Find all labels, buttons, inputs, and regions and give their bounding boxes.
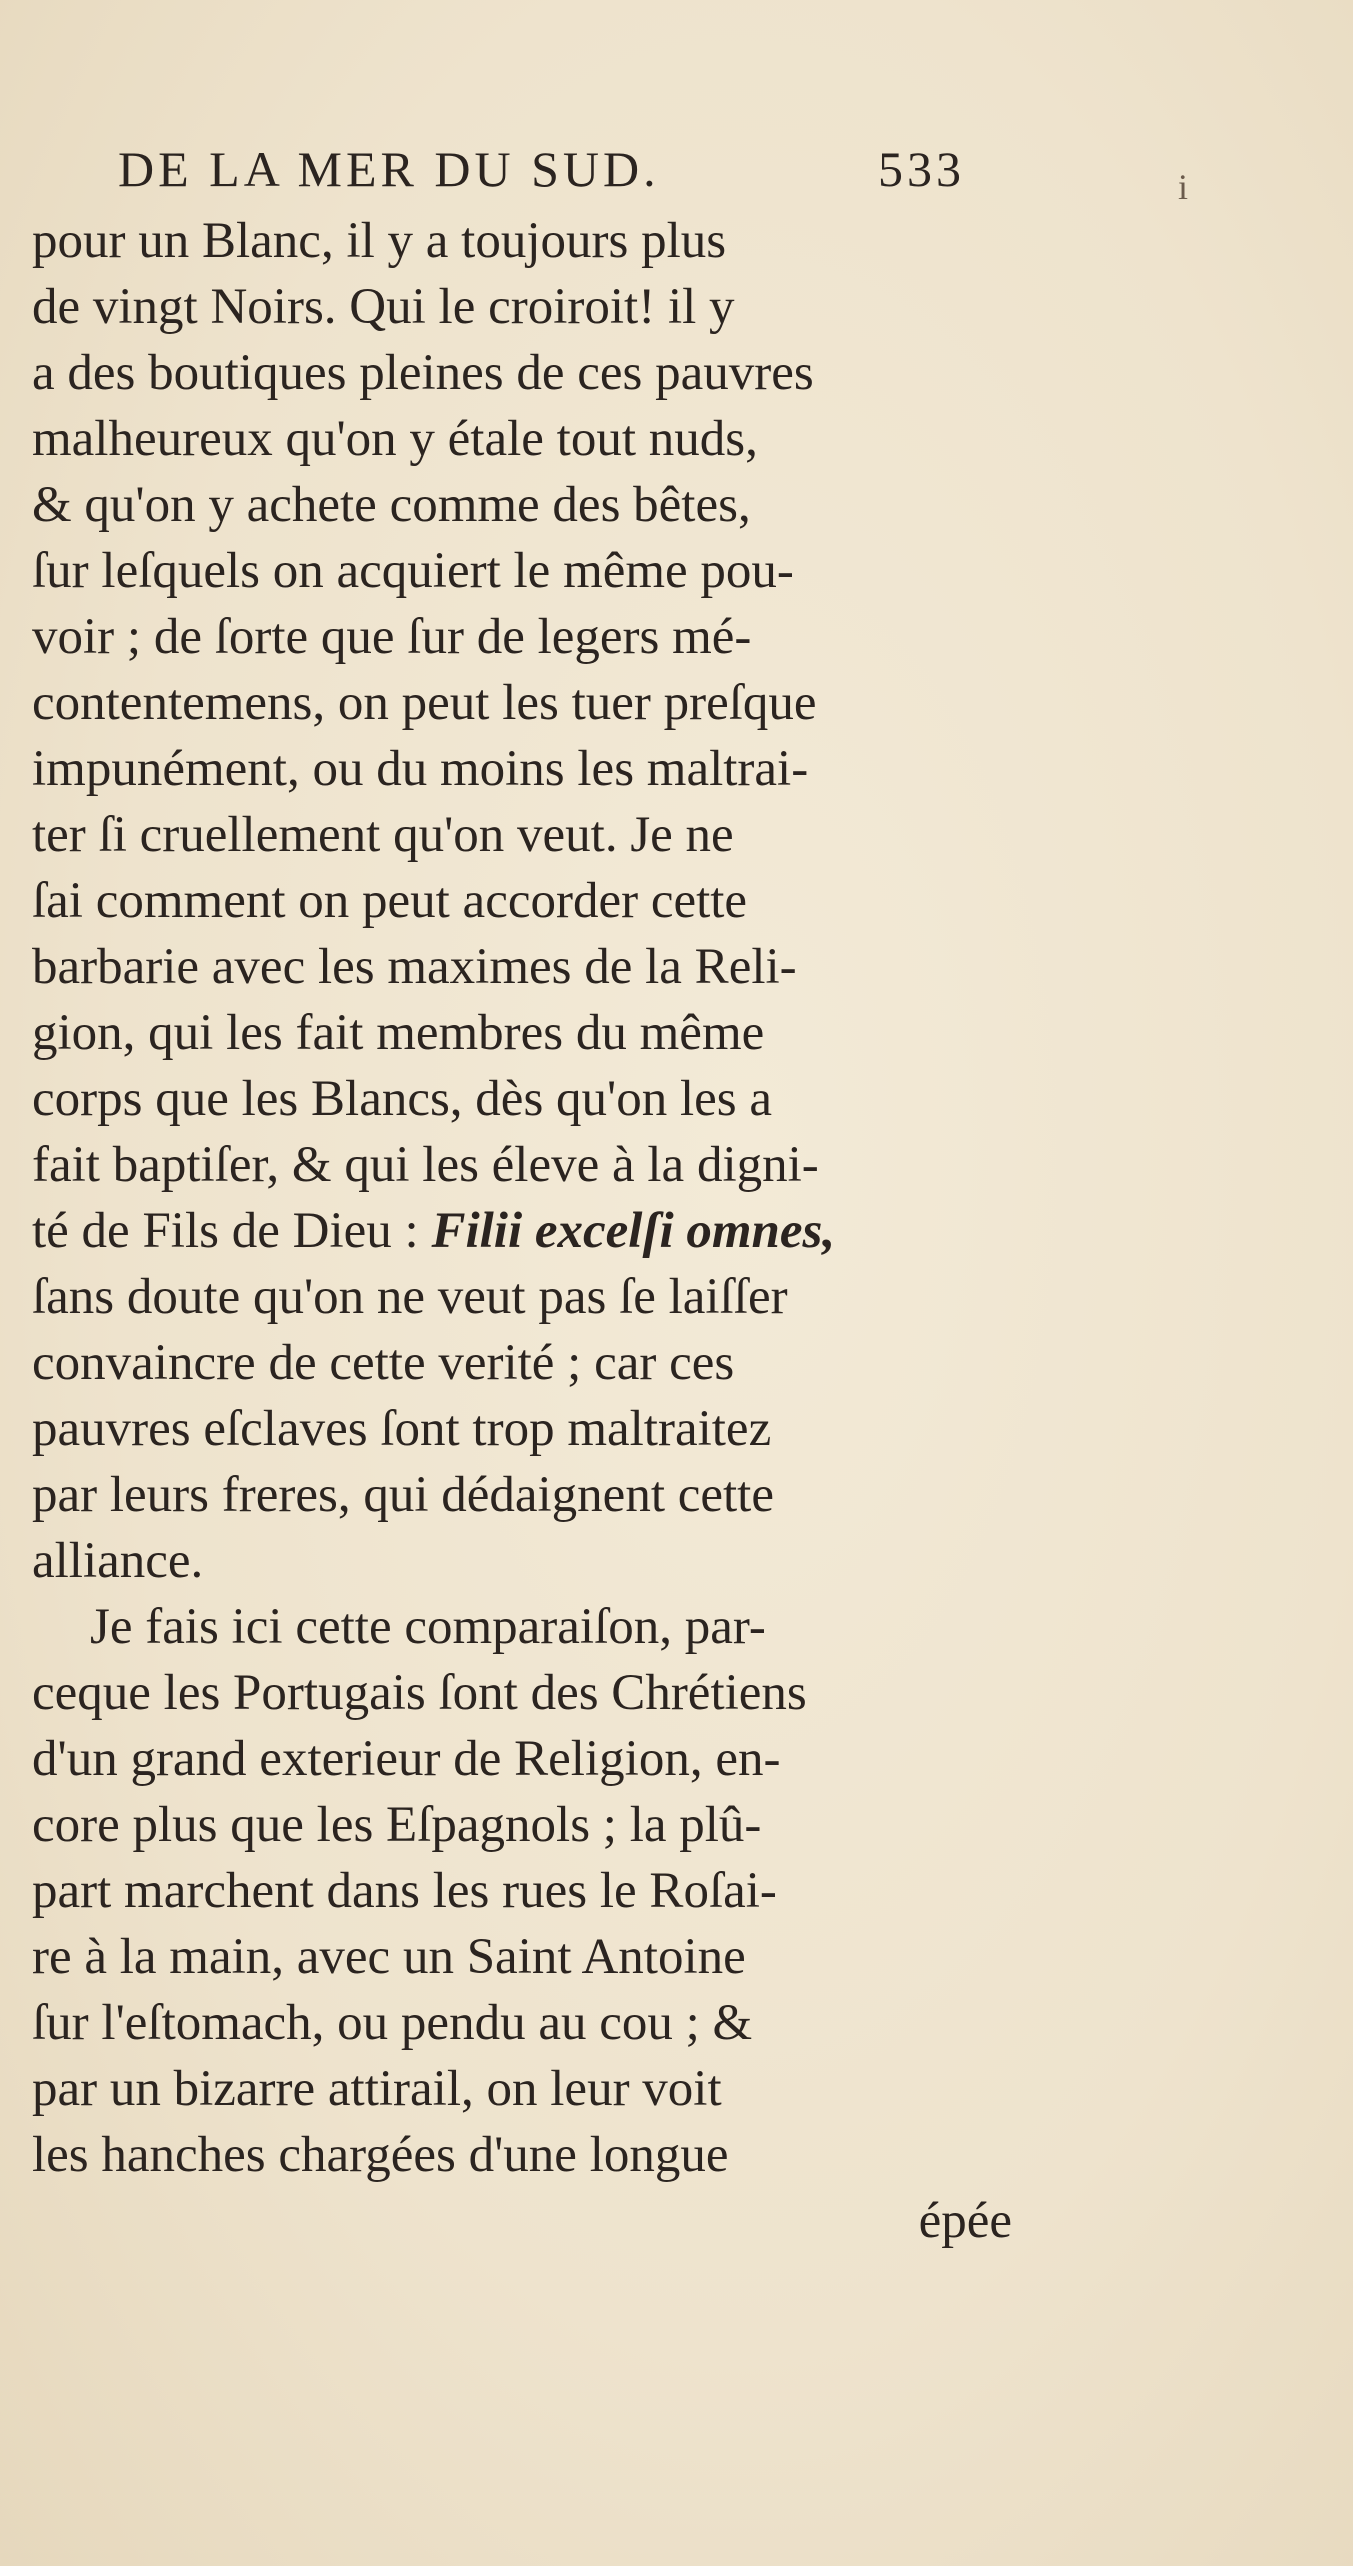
body-text <box>32 208 1012 2254</box>
text-line: té de Fils de Dieu : <box>32 1203 419 1259</box>
text-line: convaincre de cette verité ; car ces <box>32 1335 735 1391</box>
text-line: impunément, ou du moins les maltrai- <box>32 741 809 797</box>
text-line: d'un grand exterieur de Religion, en- <box>32 1731 781 1787</box>
text-line: pauvres eſclaves ſont trop maltraitez <box>32 1401 772 1457</box>
text-line-with-latin <box>32 1198 1012 1264</box>
running-head: DE LA MER DU SUD. <box>118 141 660 197</box>
paragraph-start-line: Je fais ici cette comparaiſon, par- <box>90 1599 766 1655</box>
text-line: pour un Blanc, il y a toujours plus <box>32 213 727 269</box>
text-line: par leurs freres, qui dédaignent cette <box>32 1467 774 1523</box>
text-line: corps que les Blancs, dès qu'on les a <box>32 1071 773 1127</box>
catchword: épée <box>918 2193 1012 2249</box>
text-line: par un bizarre attirail, on leur voit <box>32 2061 722 2117</box>
text-line: gion, qui les fait membres du même <box>32 1005 765 1061</box>
text-line: voir ; de ſorte que ſur de legers mé- <box>32 609 752 665</box>
text-line: les hanches chargées d'une longue <box>32 2127 729 2183</box>
text-line: a des boutiques pleines de ces pauvres <box>32 345 814 401</box>
text-line: ſai comment on peut accorder cette <box>32 873 748 929</box>
text-line: ſans doute qu'on ne veut pas ſe laiſſer <box>32 1269 788 1325</box>
margin-mark: i <box>1178 167 1189 207</box>
latin-quote: Filii excelſi omnes, <box>431 1203 836 1259</box>
page-number: 533 <box>878 141 965 197</box>
text-line: & qu'on y achete comme des bêtes, <box>32 477 751 533</box>
text-line: contentemens, on peut les tuer preſque <box>32 675 817 731</box>
text-line: ceque les Portugais ſont des Chrétiens <box>32 1665 807 1721</box>
text-line: alliance. <box>32 1533 204 1589</box>
text-line: ter ſi cruellement qu'on veut. Je ne <box>32 807 734 863</box>
text-line: de vingt Noirs. Qui le croiroit! il y <box>32 279 735 335</box>
text-line: malheureux qu'on y étale tout nuds, <box>32 411 758 467</box>
text-line: fait baptiſer, & qui les éleve à la digni- <box>32 1137 819 1193</box>
text-line: barbarie avec les maximes de la Reli- <box>32 939 797 995</box>
text-line: ſur leſquels on acquiert le même pou- <box>32 543 794 599</box>
text-line: part marchent dans les rues le Roſai- <box>32 1863 777 1919</box>
text-line: re à la main, avec un Saint Antoine <box>32 1929 746 1985</box>
text-line: ſur l'eſtomach, ou pendu au cou ; & <box>32 1995 753 2051</box>
text-line: core plus que les Eſpagnols ; la plû- <box>32 1797 762 1853</box>
